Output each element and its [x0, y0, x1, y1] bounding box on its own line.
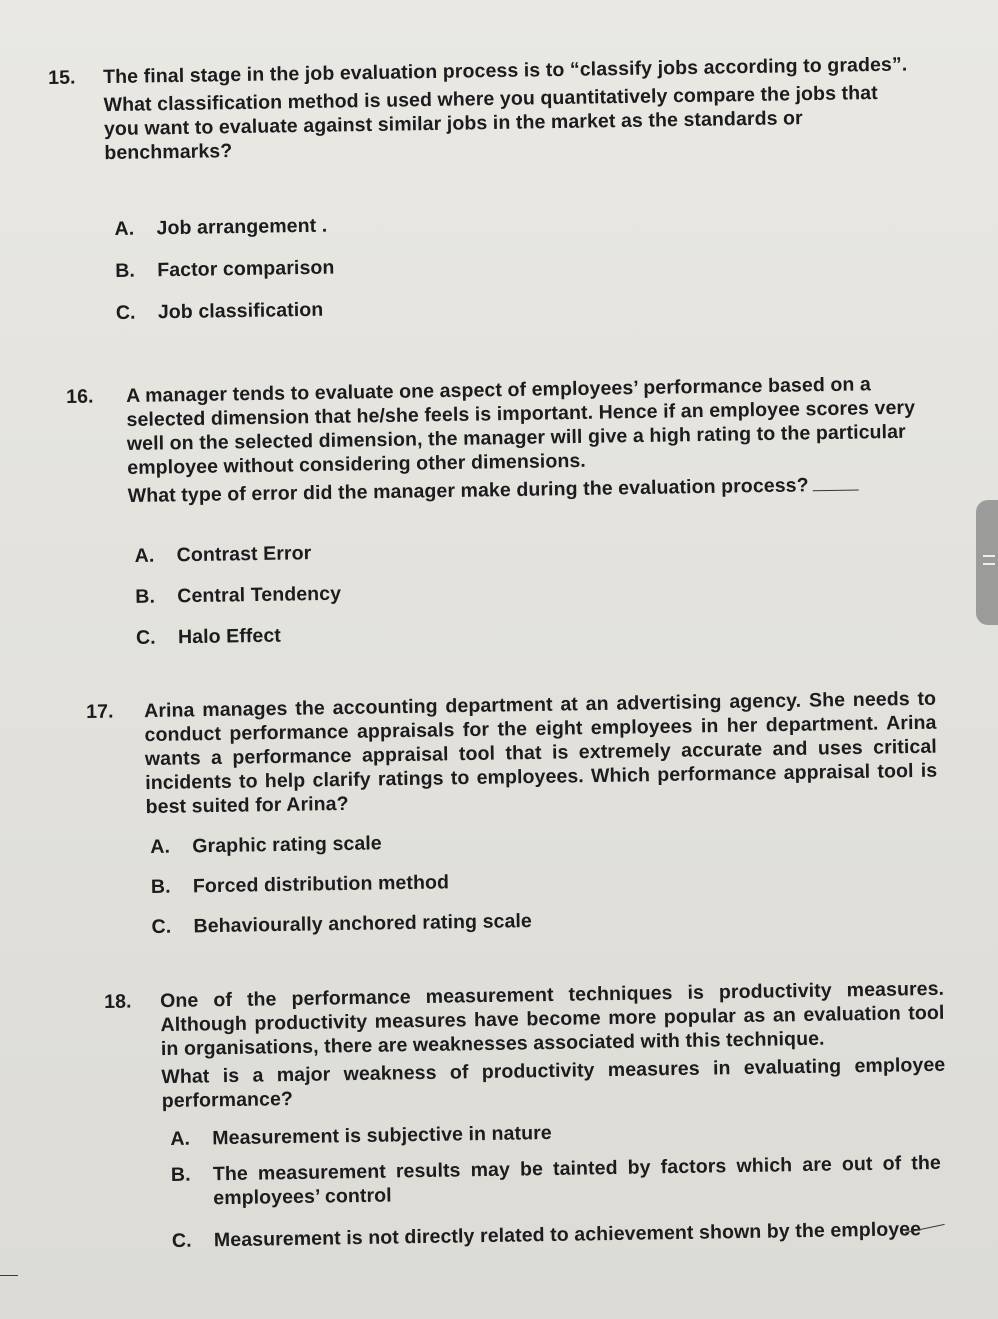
option-text: Job classification [157, 298, 324, 324]
option-letter: A. [134, 544, 155, 567]
option-letter: C. [171, 1229, 192, 1252]
grip-icon [983, 563, 995, 565]
option-c[interactable] [151, 909, 532, 939]
question-prompt-text: What type of error did the manager make during the evaluation process? [127, 474, 809, 508]
option-a[interactable] [114, 214, 327, 241]
option-text: Measurement is subjective in nature [212, 1121, 552, 1150]
question-17 [86, 686, 950, 939]
option-letter: C. [135, 626, 156, 649]
option-text: Contrast Error [176, 542, 312, 567]
option-a[interactable] [150, 831, 382, 859]
option-b[interactable] [171, 1151, 942, 1211]
question-prompt: What is a major weakness of productivity measures in evaluating employee performance? [161, 1053, 946, 1113]
question-text [103, 52, 914, 165]
option-c[interactable] [172, 1217, 922, 1253]
question-number: 18. [104, 990, 132, 1013]
option-letter: A. [114, 217, 135, 240]
question-stem: Arina manages the accounting department at an advertising agency. She needs to conduct performance appraisals for the eight employees in her department. Arina wants a performance appraisal tool that is extremely accurate and uses critical incidents to help clarify ratings to employees. Which performance appraisal tool is best suited for Arina? [144, 687, 938, 819]
answer-blank [813, 490, 859, 492]
option-text: Job arrangement . [156, 214, 328, 240]
question-number: 16. [66, 385, 94, 408]
option-text: Central Tendency [177, 582, 342, 608]
question-18 [104, 977, 958, 1270]
question-prompt: What classification method is used where you quantitatively compare the jobs that you want to evaluate against similar jobs in the market as the standards or benchmarks? [103, 81, 878, 165]
option-letter: B. [135, 585, 156, 608]
scroll-handle[interactable] [976, 500, 998, 625]
option-text: Behaviourally anchored rating scale [193, 910, 533, 938]
option-text: Halo Effect [177, 624, 282, 649]
option-letter: A. [170, 1127, 191, 1150]
question-15 [48, 52, 933, 366]
option-c[interactable] [116, 298, 324, 325]
option-letter: A. [150, 835, 171, 859]
option-letter: B. [150, 875, 171, 899]
question-stem: One of the performance measurement techniques is productivity measures. Although productivity measures have become more popular as an evaluation tool in organisations, there are weaknesses associated with this technique. [160, 977, 945, 1061]
question-text [160, 977, 946, 1113]
question-text [144, 687, 938, 819]
option-letter: C. [115, 301, 136, 324]
grip-icon [983, 555, 995, 557]
option-text: Forced distribution method [192, 871, 450, 898]
option-letter: B. [170, 1163, 191, 1186]
option-b[interactable] [115, 256, 335, 283]
option-a[interactable] [135, 541, 312, 568]
question-number: 17. [86, 700, 114, 723]
option-b[interactable] [151, 870, 449, 899]
option-letter: B. [115, 259, 136, 282]
option-a[interactable] [170, 1121, 552, 1151]
option-text: Measurement is not directly related to achievement shown by the employee [213, 1218, 922, 1252]
question-16 [66, 371, 930, 649]
question-stem: A manager tends to evaluate one aspect of employees’ performance based on a selected dimension that he/she feels is important. Hence if an employee scores very well on the selected dimension, the manager will give a high rating to the particular employee without considering other dimensions. [126, 373, 916, 480]
option-text: Factor comparison [157, 256, 335, 282]
option-b[interactable] [135, 582, 341, 609]
question-number: 15. [48, 66, 76, 89]
option-text: The measurement results may be tainted by factors which are out of the employees’ control [212, 1151, 941, 1210]
pen-mark [0, 1275, 18, 1276]
option-text: Graphic rating scale [192, 832, 382, 858]
question-text [126, 372, 923, 508]
question-stem: The final stage in the job evaluation process is to “classify jobs according to grades”. [103, 53, 908, 89]
option-c[interactable] [136, 624, 281, 650]
option-letter: C. [151, 915, 172, 938]
